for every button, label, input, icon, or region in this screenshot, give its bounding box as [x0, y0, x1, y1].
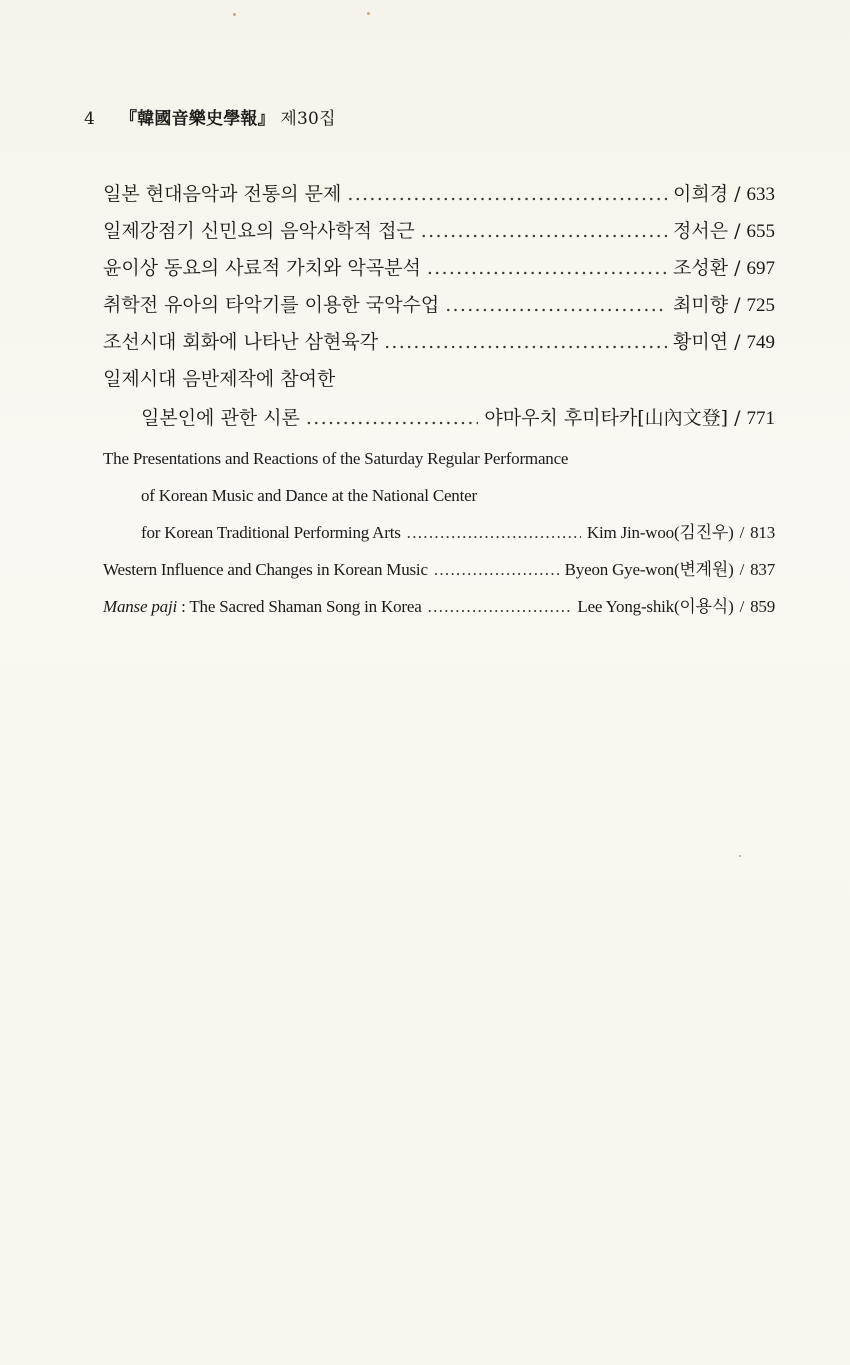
table-of-contents: [103, 176, 775, 625]
entry-author: Lee Yong-shik(이용식): [577, 597, 734, 616]
running-header: [84, 104, 336, 129]
entry-title-italic: Manse paji: [103, 597, 178, 616]
entry-author: 정서은: [673, 220, 729, 242]
leader-dots: [428, 588, 572, 625]
entry-page: 813: [750, 523, 775, 542]
entry-author: 이희경: [673, 183, 729, 205]
separator: /: [734, 294, 741, 316]
separator: /: [734, 183, 741, 205]
toc-entry: [103, 176, 775, 213]
journal-title: 『韓國音樂史學報』: [120, 109, 275, 129]
separator: /: [734, 331, 741, 353]
entry-author: 최미향: [673, 294, 729, 316]
entry-page: 725: [746, 295, 775, 316]
separator: /: [734, 257, 741, 279]
toc-entry: [103, 588, 775, 625]
entry-title-line: 일본인에 관한 시론: [141, 407, 300, 429]
entry-title-rest: : The Sacred Shaman Song in Korea: [177, 597, 422, 616]
separator: /: [734, 407, 741, 429]
leader-dots: [407, 514, 581, 551]
entry-title: Western Influence and Changes in Korean Music: [103, 560, 428, 579]
leader-dots: [427, 250, 667, 287]
entry-page: 837: [750, 560, 775, 579]
paper-speck: [739, 855, 741, 857]
entry-page: 633: [746, 184, 775, 205]
separator: /: [739, 523, 745, 542]
leader-dots: [384, 324, 667, 361]
entry-title: 취학전 유아의 타악기를 이용한 국악수업: [103, 294, 440, 316]
leader-dots: [347, 176, 667, 213]
entry-author: Kim Jin-woo(김진우): [586, 523, 734, 542]
entry-author: 야마우치 후미타카[山內文登]: [484, 407, 729, 429]
separator: /: [739, 560, 745, 579]
entry-page: 859: [750, 597, 775, 616]
entry-author: 황미연: [673, 331, 729, 353]
page-number: 4: [84, 109, 96, 129]
separator: /: [734, 220, 741, 242]
entry-page: 697: [746, 258, 775, 279]
entry-title-line: of Korean Music and Dance at the National Center: [141, 486, 477, 505]
entry-page: 749: [746, 332, 775, 353]
entry-page: 655: [746, 221, 775, 242]
paper-speck: [233, 13, 236, 16]
entry-page: 771: [746, 408, 775, 429]
entry-title: 일본 현대음악과 전통의 문제: [103, 183, 342, 205]
toc-entry: [103, 551, 775, 588]
toc-entry: [103, 250, 775, 287]
leader-dots: [434, 551, 559, 588]
entry-title: [103, 588, 422, 625]
entry-author: Byeon Gye-won(변계원): [564, 560, 734, 579]
leader-dots: [445, 287, 667, 324]
entry-title-line: for Korean Traditional Performing Arts: [141, 523, 401, 542]
paper-speck: [367, 12, 370, 15]
entry-title: 윤이상 동요의 사료적 가치와 악곡분석: [103, 257, 421, 279]
entry-title: 일제강점기 신민요의 음악사학적 접근: [103, 220, 415, 242]
leader-dots: [306, 398, 478, 435]
toc-entry: [103, 287, 775, 324]
entry-author: 조성환: [673, 257, 729, 279]
toc-entry: [103, 324, 775, 361]
entry-title-line: The Presentations and Reactions of the Saturday Regular Performance: [103, 449, 569, 468]
volume-label: 제30집: [280, 109, 336, 129]
toc-entry: [103, 398, 775, 438]
entry-title-line: 일제시대 음반제작에 참여한: [103, 368, 336, 390]
toc-entry: [103, 213, 775, 250]
entry-title: 조선시대 회화에 나타난 삼현육각: [103, 331, 379, 353]
toc-entry: [103, 514, 775, 551]
leader-dots: [421, 213, 667, 250]
separator: /: [739, 597, 745, 616]
